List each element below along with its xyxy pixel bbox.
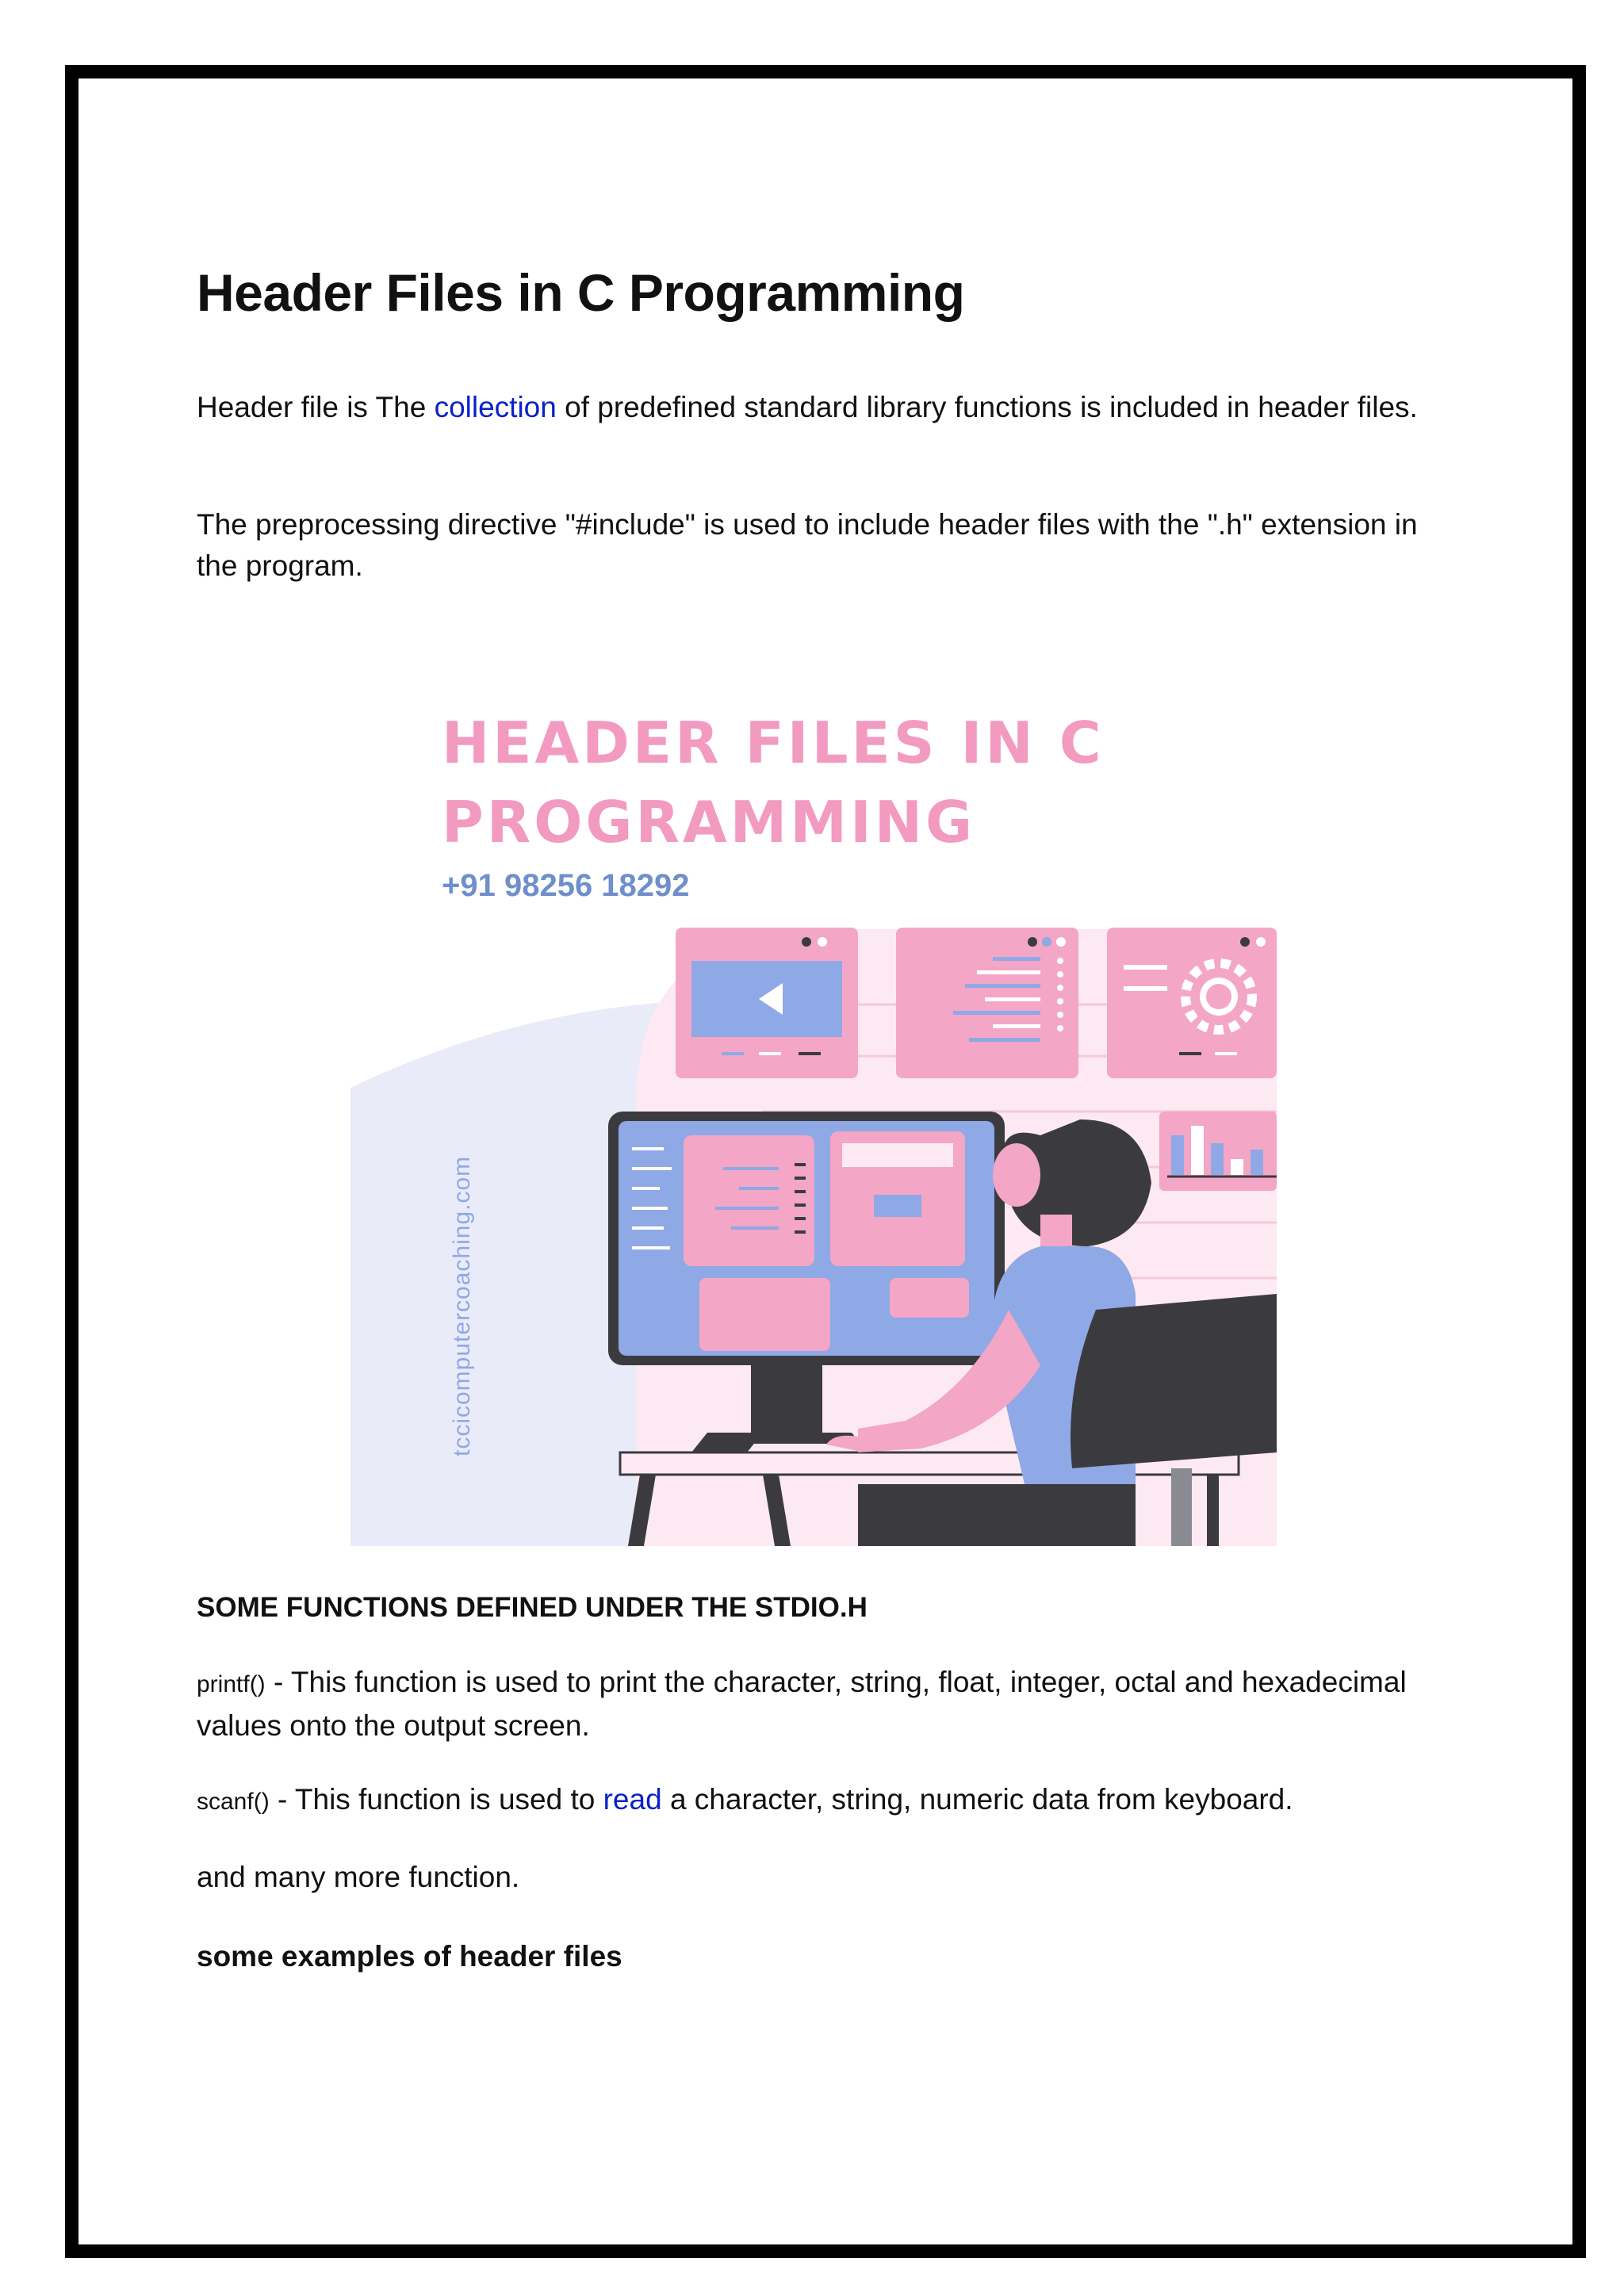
page-title: Header Files in C Programming — [197, 263, 965, 322]
more-functions-text: and many more function. — [197, 1861, 520, 1893]
hero-watermark: tccicomputercoaching.com — [449, 1155, 475, 1456]
hero-phone: +91 98256 18292 — [442, 868, 690, 903]
printf-description: - This function is used to print the character, string, float, integer, octal and hexadecimal values onto the output screen. — [197, 1666, 1407, 1742]
hero-title-line2: PROGRAMMING — [442, 789, 976, 855]
window-settings — [1107, 928, 1277, 1078]
scanf-text-before: - This function is used to — [269, 1783, 603, 1816]
intro-paragraph — [197, 387, 1418, 428]
scanf-text-after: a character, string, numeric data from keyboard. — [661, 1783, 1293, 1816]
examples-section-heading: some examples of header files — [197, 1940, 622, 1973]
directive-paragraph: The preprocessing directive "#include" is used to include header files with the ".h" extension in the program. — [197, 508, 1418, 582]
window-chart — [1159, 1112, 1277, 1191]
read-link[interactable]: read — [603, 1783, 662, 1816]
scanf-paragraph — [197, 1779, 1293, 1823]
intro-text-before: Header file is The — [197, 391, 435, 423]
hero-illustration — [350, 691, 1277, 1546]
window-video — [676, 928, 858, 1078]
printf-name: printf() — [197, 1671, 266, 1697]
printf-paragraph — [197, 1662, 1450, 1747]
stdio-section-heading: SOME FUNCTIONS DEFINED UNDER THE STDIO.H — [197, 1592, 868, 1623]
window-code — [896, 928, 1078, 1078]
collection-link[interactable]: collection — [434, 391, 557, 423]
hero-title-line1: HEADER FILES IN C — [442, 710, 1105, 776]
intro-text-after: of predefined standard library functions is included in header files. — [556, 391, 1418, 423]
scanf-name: scanf() — [197, 1789, 270, 1815]
